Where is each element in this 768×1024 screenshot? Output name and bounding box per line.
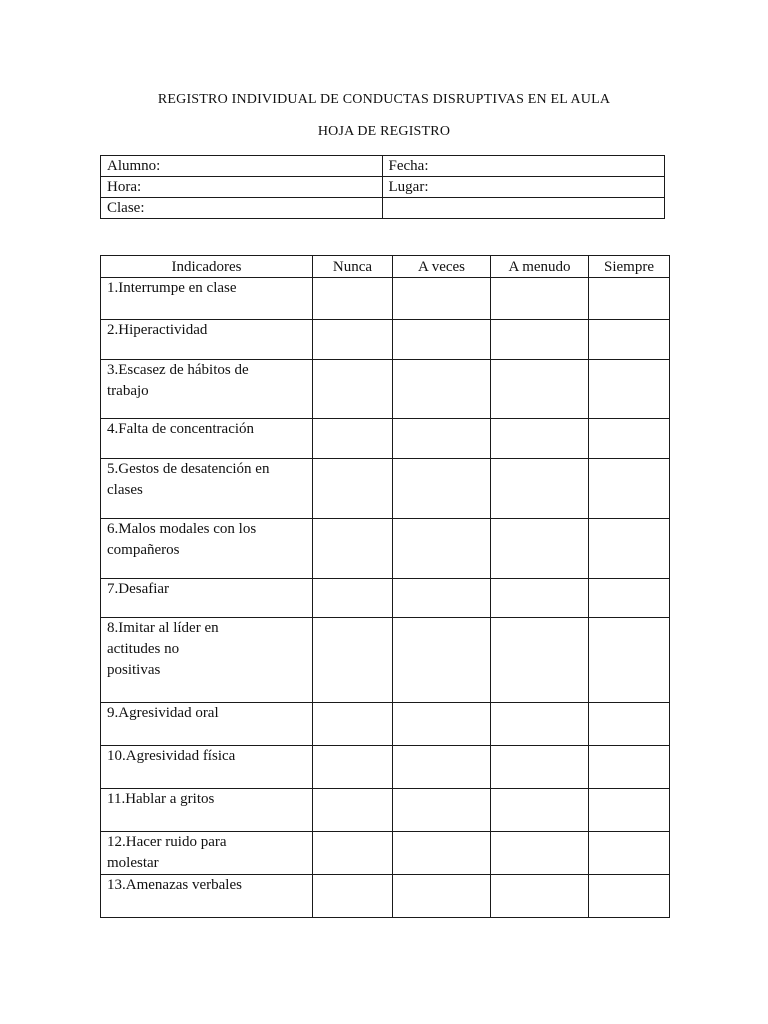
table-row <box>101 278 670 320</box>
indicator-cell <box>101 519 313 579</box>
mark-cell-siempre[interactable] <box>589 789 670 832</box>
lugar-field[interactable]: Lugar: <box>382 177 664 198</box>
mark-cell-a-menudo[interactable] <box>491 789 589 832</box>
mark-cell-a-menudo[interactable] <box>491 320 589 360</box>
table-row <box>101 320 670 360</box>
mark-cell-nunca[interactable] <box>313 789 393 832</box>
mark-cell-a-menudo[interactable] <box>491 703 589 746</box>
mark-cell-nunca[interactable] <box>313 579 393 618</box>
mark-cell-a-menudo[interactable] <box>491 360 589 419</box>
header-siempre: Siempre <box>589 256 670 278</box>
indicator-label: trabajo <box>107 383 149 399</box>
indicator-cell <box>101 875 313 918</box>
mark-cell-a-veces[interactable] <box>393 519 491 579</box>
indicator-label: 10.Agresividad física <box>107 748 236 764</box>
mark-cell-a-veces[interactable] <box>393 703 491 746</box>
indicators-body <box>101 278 670 918</box>
mark-cell-nunca[interactable] <box>313 278 393 320</box>
table-row <box>101 832 670 875</box>
table-row <box>101 459 670 519</box>
mark-cell-siempre[interactable] <box>589 579 670 618</box>
table-row <box>101 360 670 419</box>
mark-cell-a-veces[interactable] <box>393 419 491 459</box>
mark-cell-nunca[interactable] <box>313 320 393 360</box>
mark-cell-siempre[interactable] <box>589 746 670 789</box>
mark-cell-nunca[interactable] <box>313 746 393 789</box>
indicator-cell <box>101 618 313 703</box>
mark-cell-nunca[interactable] <box>313 519 393 579</box>
mark-cell-nunca[interactable] <box>313 618 393 703</box>
indicator-cell <box>101 832 313 875</box>
header-a-veces: A veces <box>393 256 491 278</box>
indicator-label: clases <box>107 482 143 498</box>
mark-cell-a-menudo[interactable] <box>491 832 589 875</box>
mark-cell-a-menudo[interactable] <box>491 419 589 459</box>
mark-cell-a-menudo[interactable] <box>491 459 589 519</box>
info-row <box>101 156 665 177</box>
indicator-cell <box>101 419 313 459</box>
empty-field[interactable] <box>382 198 664 219</box>
indicator-cell <box>101 579 313 618</box>
hora-field[interactable]: Hora: <box>101 177 383 198</box>
mark-cell-a-veces[interactable] <box>393 278 491 320</box>
mark-cell-a-veces[interactable] <box>393 579 491 618</box>
info-row <box>101 198 665 219</box>
mark-cell-siempre[interactable] <box>589 519 670 579</box>
mark-cell-a-veces[interactable] <box>393 789 491 832</box>
mark-cell-siempre[interactable] <box>589 419 670 459</box>
mark-cell-siempre[interactable] <box>589 278 670 320</box>
mark-cell-a-veces[interactable] <box>393 459 491 519</box>
indicator-label: 9.Agresividad oral <box>107 705 219 721</box>
student-info-table <box>100 155 665 219</box>
info-row <box>101 177 665 198</box>
indicator-cell <box>101 703 313 746</box>
header-indicadores: Indicadores <box>101 256 313 278</box>
table-row <box>101 618 670 703</box>
mark-cell-nunca[interactable] <box>313 360 393 419</box>
indicator-label: actitudes no <box>107 641 180 657</box>
indicator-label: 8.Imitar al líder en <box>107 620 219 636</box>
mark-cell-siempre[interactable] <box>589 320 670 360</box>
table-row <box>101 703 670 746</box>
indicator-label: 6.Malos modales con los <box>107 521 257 537</box>
indicator-label: 13.Amenazas verbales <box>107 877 242 893</box>
clase-field[interactable]: Clase: <box>101 198 383 219</box>
mark-cell-siempre[interactable] <box>589 360 670 419</box>
table-row <box>101 746 670 789</box>
mark-cell-a-menudo[interactable] <box>491 579 589 618</box>
indicator-cell <box>101 459 313 519</box>
indicator-label: positivas <box>107 662 161 678</box>
mark-cell-a-menudo[interactable] <box>491 746 589 789</box>
mark-cell-nunca[interactable] <box>313 703 393 746</box>
indicator-label: 3.Escasez de hábitos de <box>107 362 249 378</box>
header-nunca: Nunca <box>313 256 393 278</box>
document-subtitle: HOJA DE REGISTRO <box>317 124 451 139</box>
table-row <box>101 519 670 579</box>
indicator-cell <box>101 278 313 320</box>
indicator-label: 1.Interrumpe en clase <box>107 280 237 296</box>
mark-cell-a-veces[interactable] <box>393 875 491 918</box>
mark-cell-nunca[interactable] <box>313 419 393 459</box>
indicator-label: 11.Hablar a gritos <box>107 791 215 807</box>
mark-cell-a-veces[interactable] <box>393 746 491 789</box>
table-row <box>101 579 670 618</box>
table-row <box>101 875 670 918</box>
mark-cell-siempre[interactable] <box>589 832 670 875</box>
mark-cell-nunca[interactable] <box>313 875 393 918</box>
indicator-label: molestar <box>107 855 159 871</box>
mark-cell-siempre[interactable] <box>589 459 670 519</box>
mark-cell-siempre[interactable] <box>589 875 670 918</box>
mark-cell-nunca[interactable] <box>313 832 393 875</box>
mark-cell-a-menudo[interactable] <box>491 618 589 703</box>
mark-cell-a-veces[interactable] <box>393 360 491 419</box>
indicator-cell <box>101 789 313 832</box>
mark-cell-a-veces[interactable] <box>393 320 491 360</box>
mark-cell-a-menudo[interactable] <box>491 278 589 320</box>
indicator-cell <box>101 360 313 419</box>
mark-cell-a-menudo[interactable] <box>491 875 589 918</box>
indicator-label: 4.Falta de concentración <box>107 421 255 437</box>
indicator-label: 2.Hiperactividad <box>107 322 208 338</box>
mark-cell-siempre[interactable] <box>589 703 670 746</box>
indicator-cell <box>101 746 313 789</box>
indicator-label: 5.Gestos de desatención en <box>107 461 270 477</box>
fecha-field[interactable]: Fecha: <box>382 156 664 177</box>
table-row <box>101 789 670 832</box>
mark-cell-a-veces[interactable] <box>393 618 491 703</box>
indicator-label: 12.Hacer ruido para <box>107 834 227 850</box>
alumno-field[interactable]: Alumno: <box>101 156 383 177</box>
indicator-label: 7.Desafiar <box>107 581 170 597</box>
mark-cell-a-veces[interactable] <box>393 832 491 875</box>
table-header-row <box>101 256 670 278</box>
indicators-table <box>100 255 670 918</box>
header-a-menudo: A menudo <box>491 256 589 278</box>
indicator-cell <box>101 320 313 360</box>
table-row <box>101 419 670 459</box>
mark-cell-siempre[interactable] <box>589 618 670 703</box>
mark-cell-nunca[interactable] <box>313 459 393 519</box>
mark-cell-a-menudo[interactable] <box>491 519 589 579</box>
document-title: REGISTRO INDIVIDUAL DE CONDUCTAS DISRUPTIVAS EN EL AULA <box>157 92 611 107</box>
indicator-label: compañeros <box>107 542 180 558</box>
